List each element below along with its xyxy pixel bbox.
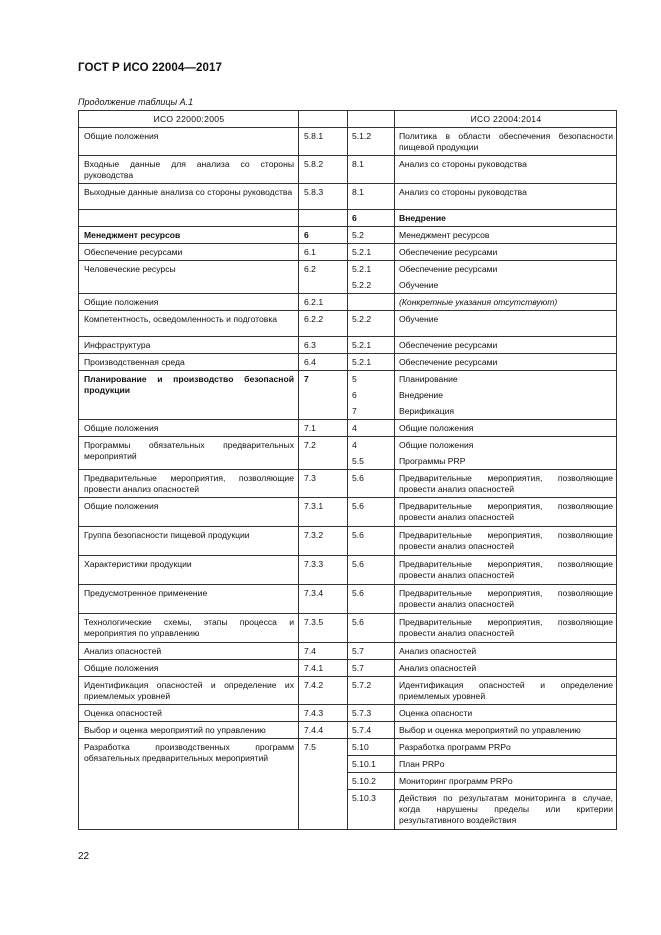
iso22004-clause-item: 5.2.1 xyxy=(352,357,372,367)
iso22004-title-item: Верификация xyxy=(399,406,455,416)
iso22004-title-item: Менеджмент ресурсов xyxy=(399,230,490,240)
iso22004-title-item: Идентификация опасностей и определение приемлемых уровней xyxy=(399,680,613,701)
iso22004-title xyxy=(395,527,617,556)
iso22004-clause-item: 5.6 xyxy=(352,530,364,540)
iso22004-title xyxy=(395,420,617,437)
iso22000-title: Предусмотренное применение xyxy=(79,585,299,614)
iso22004-clause xyxy=(348,498,395,527)
iso22004-clause xyxy=(348,227,395,244)
iso22004-title xyxy=(395,437,617,470)
iso22004-clause xyxy=(348,294,395,311)
iso22004-title-item: Предварительные мероприятия, позволяющие провести анализ опасностей xyxy=(399,530,613,551)
iso22000-clause: 5.8.3 xyxy=(299,184,348,210)
table-row xyxy=(79,498,617,527)
iso22004-title xyxy=(395,337,617,354)
iso22000-title: Характеристики продукции xyxy=(79,556,299,585)
iso22004-clause-item: 4 xyxy=(352,440,357,450)
correspondence-table xyxy=(78,110,617,830)
iso22004-clause xyxy=(348,643,395,660)
iso22004-title-item: Анализ опасностей xyxy=(399,663,477,673)
iso22004-clause xyxy=(348,527,395,556)
iso22004-title-item: Планирование xyxy=(399,374,458,384)
iso22004-clause-item: 5.7.4 xyxy=(352,725,372,735)
iso22000-title: Идентификация опасностей и определение их приемлемых уровней xyxy=(79,677,299,705)
iso22000-clause: 7.3.2 xyxy=(299,527,348,556)
iso22004-title-item: Обучение xyxy=(399,280,439,290)
iso22000-title: Инфраструктура xyxy=(79,337,299,354)
table-row xyxy=(79,294,617,311)
iso22000-clause: 7.3 xyxy=(299,470,348,498)
iso22004-title-item: Предварительные мероприятия, позволяющие провести анализ опасностей xyxy=(399,588,613,609)
table-row xyxy=(79,227,617,244)
iso22004-title xyxy=(395,660,617,677)
iso22004-title-item: Предварительные мероприятия, позволяющие провести анализ опасностей xyxy=(399,501,613,522)
table-row xyxy=(79,156,617,184)
table-row xyxy=(79,660,617,677)
iso22000-clause: 7.3.3 xyxy=(299,556,348,585)
iso22004-title xyxy=(395,184,617,210)
table-caption: Продолжение таблицы А.1 xyxy=(78,97,194,107)
iso22000-title: Общие положения xyxy=(79,498,299,527)
header-iso22004: ИСО 22004:2014 xyxy=(395,111,617,128)
iso22004-clause: 5.10.2 xyxy=(348,773,395,790)
iso22004-title-item: Обеспечение ресурсами xyxy=(399,357,498,367)
iso22004-title-item: Предварительные мероприятия, позволяющие провести анализ опасностей xyxy=(399,559,613,580)
iso22000-title: Группа безопасности пищевой продукции xyxy=(79,527,299,556)
iso22004-title-item: Программы PRP xyxy=(399,456,466,466)
iso22000-title: Выходные данные анализа со стороны руководства xyxy=(79,184,299,210)
table-row xyxy=(79,420,617,437)
iso22000-clause: 6.2.2 xyxy=(299,311,348,337)
iso22004-clause xyxy=(348,156,395,184)
table-row xyxy=(79,184,617,210)
iso22000-title: Человеческие ресурсы xyxy=(79,261,299,294)
iso22004-title xyxy=(395,498,617,527)
document-title: ГОСТ Р ИСО 22004—2017 xyxy=(78,62,223,74)
header-iso22000-clause xyxy=(299,111,348,128)
iso22004-title xyxy=(395,294,617,311)
iso22004-clause-item: 6 xyxy=(352,213,357,223)
table-row xyxy=(79,722,617,739)
iso22004-clause-item: 6 xyxy=(352,390,357,400)
iso22000-clause: 6.4 xyxy=(299,354,348,371)
iso22004-title-item: Внедрение xyxy=(399,213,446,223)
iso22004-title xyxy=(395,722,617,739)
table-row xyxy=(79,354,617,371)
table-row xyxy=(79,128,617,156)
iso22004-clause-item: 5 xyxy=(352,374,357,384)
iso22004-title-item: Внедрение xyxy=(399,390,443,400)
iso22004-title: Разработка программ PRPо xyxy=(395,739,617,756)
iso22004-title-item: Общие положения xyxy=(399,423,474,433)
iso22000-clause: 7.4.4 xyxy=(299,722,348,739)
iso22004-clause xyxy=(348,705,395,722)
table-row xyxy=(79,470,617,498)
table-row xyxy=(79,739,617,756)
iso22004-clause xyxy=(348,470,395,498)
iso22004-clause xyxy=(348,585,395,614)
iso22004-clause-item: 5.2.2 xyxy=(352,314,372,324)
iso22000-clause: 7.3.4 xyxy=(299,585,348,614)
iso22004-clause-item: 5.6 xyxy=(352,617,364,627)
iso22004-clause xyxy=(348,128,395,156)
iso22000-clause: 6.2 xyxy=(299,261,348,294)
iso22004-title: Мониторинг программ PRPо xyxy=(395,773,617,790)
iso22000-title: Входные данные для анализа со стороны руководства xyxy=(79,156,299,184)
iso22004-clause: 5.10.1 xyxy=(348,756,395,773)
iso22004-clause: 5.10.3 xyxy=(348,790,395,830)
table-row xyxy=(79,371,617,420)
table-row xyxy=(79,705,617,722)
iso22004-title xyxy=(395,210,617,227)
iso22000-title: Выбор и оценка мероприятий по управлению xyxy=(79,722,299,739)
iso22000-title: Оценка опасностей xyxy=(79,705,299,722)
table-row xyxy=(79,614,617,643)
iso22000-title: Общие положения xyxy=(79,420,299,437)
iso22004-clause xyxy=(348,420,395,437)
iso22004-clause xyxy=(348,261,395,294)
table-header-row xyxy=(79,111,617,128)
iso22000-clause: 6.1 xyxy=(299,244,348,261)
iso22004-clause-item: 5.2.1 xyxy=(352,264,372,274)
iso22004-clause-item: 8.1 xyxy=(352,159,364,169)
page-number: 22 xyxy=(78,851,90,862)
iso22004-title xyxy=(395,156,617,184)
iso22004-clause xyxy=(348,614,395,643)
iso22004-title xyxy=(395,556,617,585)
iso22004-title: План PRPо xyxy=(395,756,617,773)
iso22004-title xyxy=(395,354,617,371)
iso22004-title-item: Предварительные мероприятия, позволяющие провести анализ опасностей xyxy=(399,473,613,494)
iso22004-title-item: Анализ опасностей xyxy=(399,646,477,656)
iso22000-title: Общие положения xyxy=(79,660,299,677)
iso22004-title xyxy=(395,244,617,261)
iso22004-title xyxy=(395,643,617,660)
iso22000-clause: 7.2 xyxy=(299,437,348,470)
iso22004-clause-item: 5.7.2 xyxy=(352,680,372,690)
iso22000-clause: 7.1 xyxy=(299,420,348,437)
iso22000-title: Производственная среда xyxy=(79,354,299,371)
iso22004-clause xyxy=(348,354,395,371)
iso22000-title: Предварительные мероприятия, позволяющие провести анализ опасностей xyxy=(79,470,299,498)
iso22004-title-item: Обеспечение ресурсами xyxy=(399,264,498,274)
table-row xyxy=(79,556,617,585)
iso22004-title-item: Обеспечение ресурсами xyxy=(399,340,498,350)
iso22000-clause: 7.5 xyxy=(299,739,348,830)
iso22000-clause: 7.4 xyxy=(299,643,348,660)
iso22000-clause: 7.3.1 xyxy=(299,498,348,527)
iso22000-title: Разработка производственных программ обязательных предварительных мероприятий xyxy=(79,739,299,830)
iso22000-title xyxy=(79,210,299,227)
iso22004-clause xyxy=(348,311,395,337)
iso22000-title: Общие положения xyxy=(79,294,299,311)
iso22004-title-item: Анализ со стороны руководства xyxy=(399,159,527,169)
iso22004-clause-item: 5.2.1 xyxy=(352,247,372,257)
iso22004-title-item: Политика в области обеспечения безопасности пищевой продукции xyxy=(399,131,613,152)
iso22000-clause: 5.8.2 xyxy=(299,156,348,184)
iso22000-clause: 5.8.1 xyxy=(299,128,348,156)
iso22004-clause xyxy=(348,337,395,354)
iso22004-title xyxy=(395,614,617,643)
iso22004-title-item: Общие положения xyxy=(399,440,474,450)
iso22000-title: Программы обязательных предварительных мероприятий xyxy=(79,437,299,470)
table-row xyxy=(79,244,617,261)
iso22004-title-item: (Конкретные указания отсутствуют) xyxy=(399,297,558,307)
iso22004-title xyxy=(395,311,617,337)
iso22000-title: Общие положения xyxy=(79,128,299,156)
iso22000-title: Анализ опасностей xyxy=(79,643,299,660)
iso22004-clause xyxy=(348,437,395,470)
iso22004-clause-item: 5.6 xyxy=(352,473,364,483)
iso22004-title-item: Обучение xyxy=(399,314,439,324)
iso22004-clause-item: 5.6 xyxy=(352,559,364,569)
iso22004-clause-item: 5.7.3 xyxy=(352,708,372,718)
table-row xyxy=(79,437,617,470)
table-row xyxy=(79,585,617,614)
iso22000-clause: 7.4.1 xyxy=(299,660,348,677)
iso22004-clause-item: 4 xyxy=(352,423,357,433)
iso22004-title xyxy=(395,371,617,420)
table-row xyxy=(79,527,617,556)
iso22000-title: Компетентность, осведомленность и подготовка xyxy=(79,311,299,337)
iso22004-title xyxy=(395,705,617,722)
iso22004-clause: 5.10 xyxy=(348,739,395,756)
iso22000-title: Менеджмент ресурсов xyxy=(79,227,299,244)
iso22004-title xyxy=(395,470,617,498)
iso22004-clause xyxy=(348,244,395,261)
table-row xyxy=(79,261,617,294)
iso22004-clause-item: 7 xyxy=(352,406,357,416)
iso22004-clause xyxy=(348,371,395,420)
iso22004-title-item: Предварительные мероприятия, позволяющие провести анализ опасностей xyxy=(399,617,613,638)
iso22000-clause xyxy=(299,210,348,227)
iso22004-clause-item: 5.1.2 xyxy=(352,131,372,141)
iso22004-clause-item: 5.6 xyxy=(352,501,364,511)
iso22004-title xyxy=(395,261,617,294)
iso22004-title-item: Анализ со стороны руководства xyxy=(399,187,527,197)
iso22004-title-item: Обеспечение ресурсами xyxy=(399,247,498,257)
table-row xyxy=(79,311,617,337)
iso22004-clause-item: 5.2 xyxy=(352,230,364,240)
iso22004-clause xyxy=(348,722,395,739)
iso22004-title xyxy=(395,227,617,244)
iso22000-clause: 6.3 xyxy=(299,337,348,354)
iso22004-clause-item: 5.7 xyxy=(352,646,364,656)
iso22000-title: Планирование и производство безопасной продукции xyxy=(79,371,299,420)
iso22004-title-item: Оценка опасности xyxy=(399,708,473,718)
iso22004-clause-item: 5.6 xyxy=(352,588,364,598)
iso22000-clause: 7.4.3 xyxy=(299,705,348,722)
header-iso22000: ИСО 22000:2005 xyxy=(79,111,299,128)
iso22004-title xyxy=(395,677,617,705)
iso22004-clause-item: 8.1 xyxy=(352,187,364,197)
iso22004-clause xyxy=(348,677,395,705)
iso22004-title-item: Выбор и оценка мероприятий по управлению xyxy=(399,725,581,735)
iso22004-clause xyxy=(348,660,395,677)
iso22000-clause: 7 xyxy=(299,371,348,420)
table-row xyxy=(79,677,617,705)
iso22000-clause: 7.4.2 xyxy=(299,677,348,705)
iso22000-clause: 7.3.5 xyxy=(299,614,348,643)
iso22000-clause: 6 xyxy=(299,227,348,244)
iso22000-title: Обеспечение ресурсами xyxy=(79,244,299,261)
table-row xyxy=(79,643,617,660)
iso22004-clause-item: 5.2.2 xyxy=(352,280,372,290)
table-row xyxy=(79,337,617,354)
table-row xyxy=(79,210,617,227)
iso22004-clause-item: 5.5 xyxy=(352,456,364,466)
iso22004-clause xyxy=(348,184,395,210)
iso22004-clause-item: 5.2.1 xyxy=(352,340,372,350)
iso22004-clause-item: 5.7 xyxy=(352,663,364,673)
header-iso22004-clause xyxy=(348,111,395,128)
iso22000-title: Технологические схемы, этапы процесса и мероприятия по управлению xyxy=(79,614,299,643)
iso22004-clause xyxy=(348,210,395,227)
iso22004-title xyxy=(395,128,617,156)
iso22000-clause: 6.2.1 xyxy=(299,294,348,311)
iso22004-title xyxy=(395,585,617,614)
iso22004-clause xyxy=(348,556,395,585)
iso22004-title: Действия по результатам мониторинга в случае, когда нарушены пределы или критерии результативного воздействия xyxy=(395,790,617,830)
